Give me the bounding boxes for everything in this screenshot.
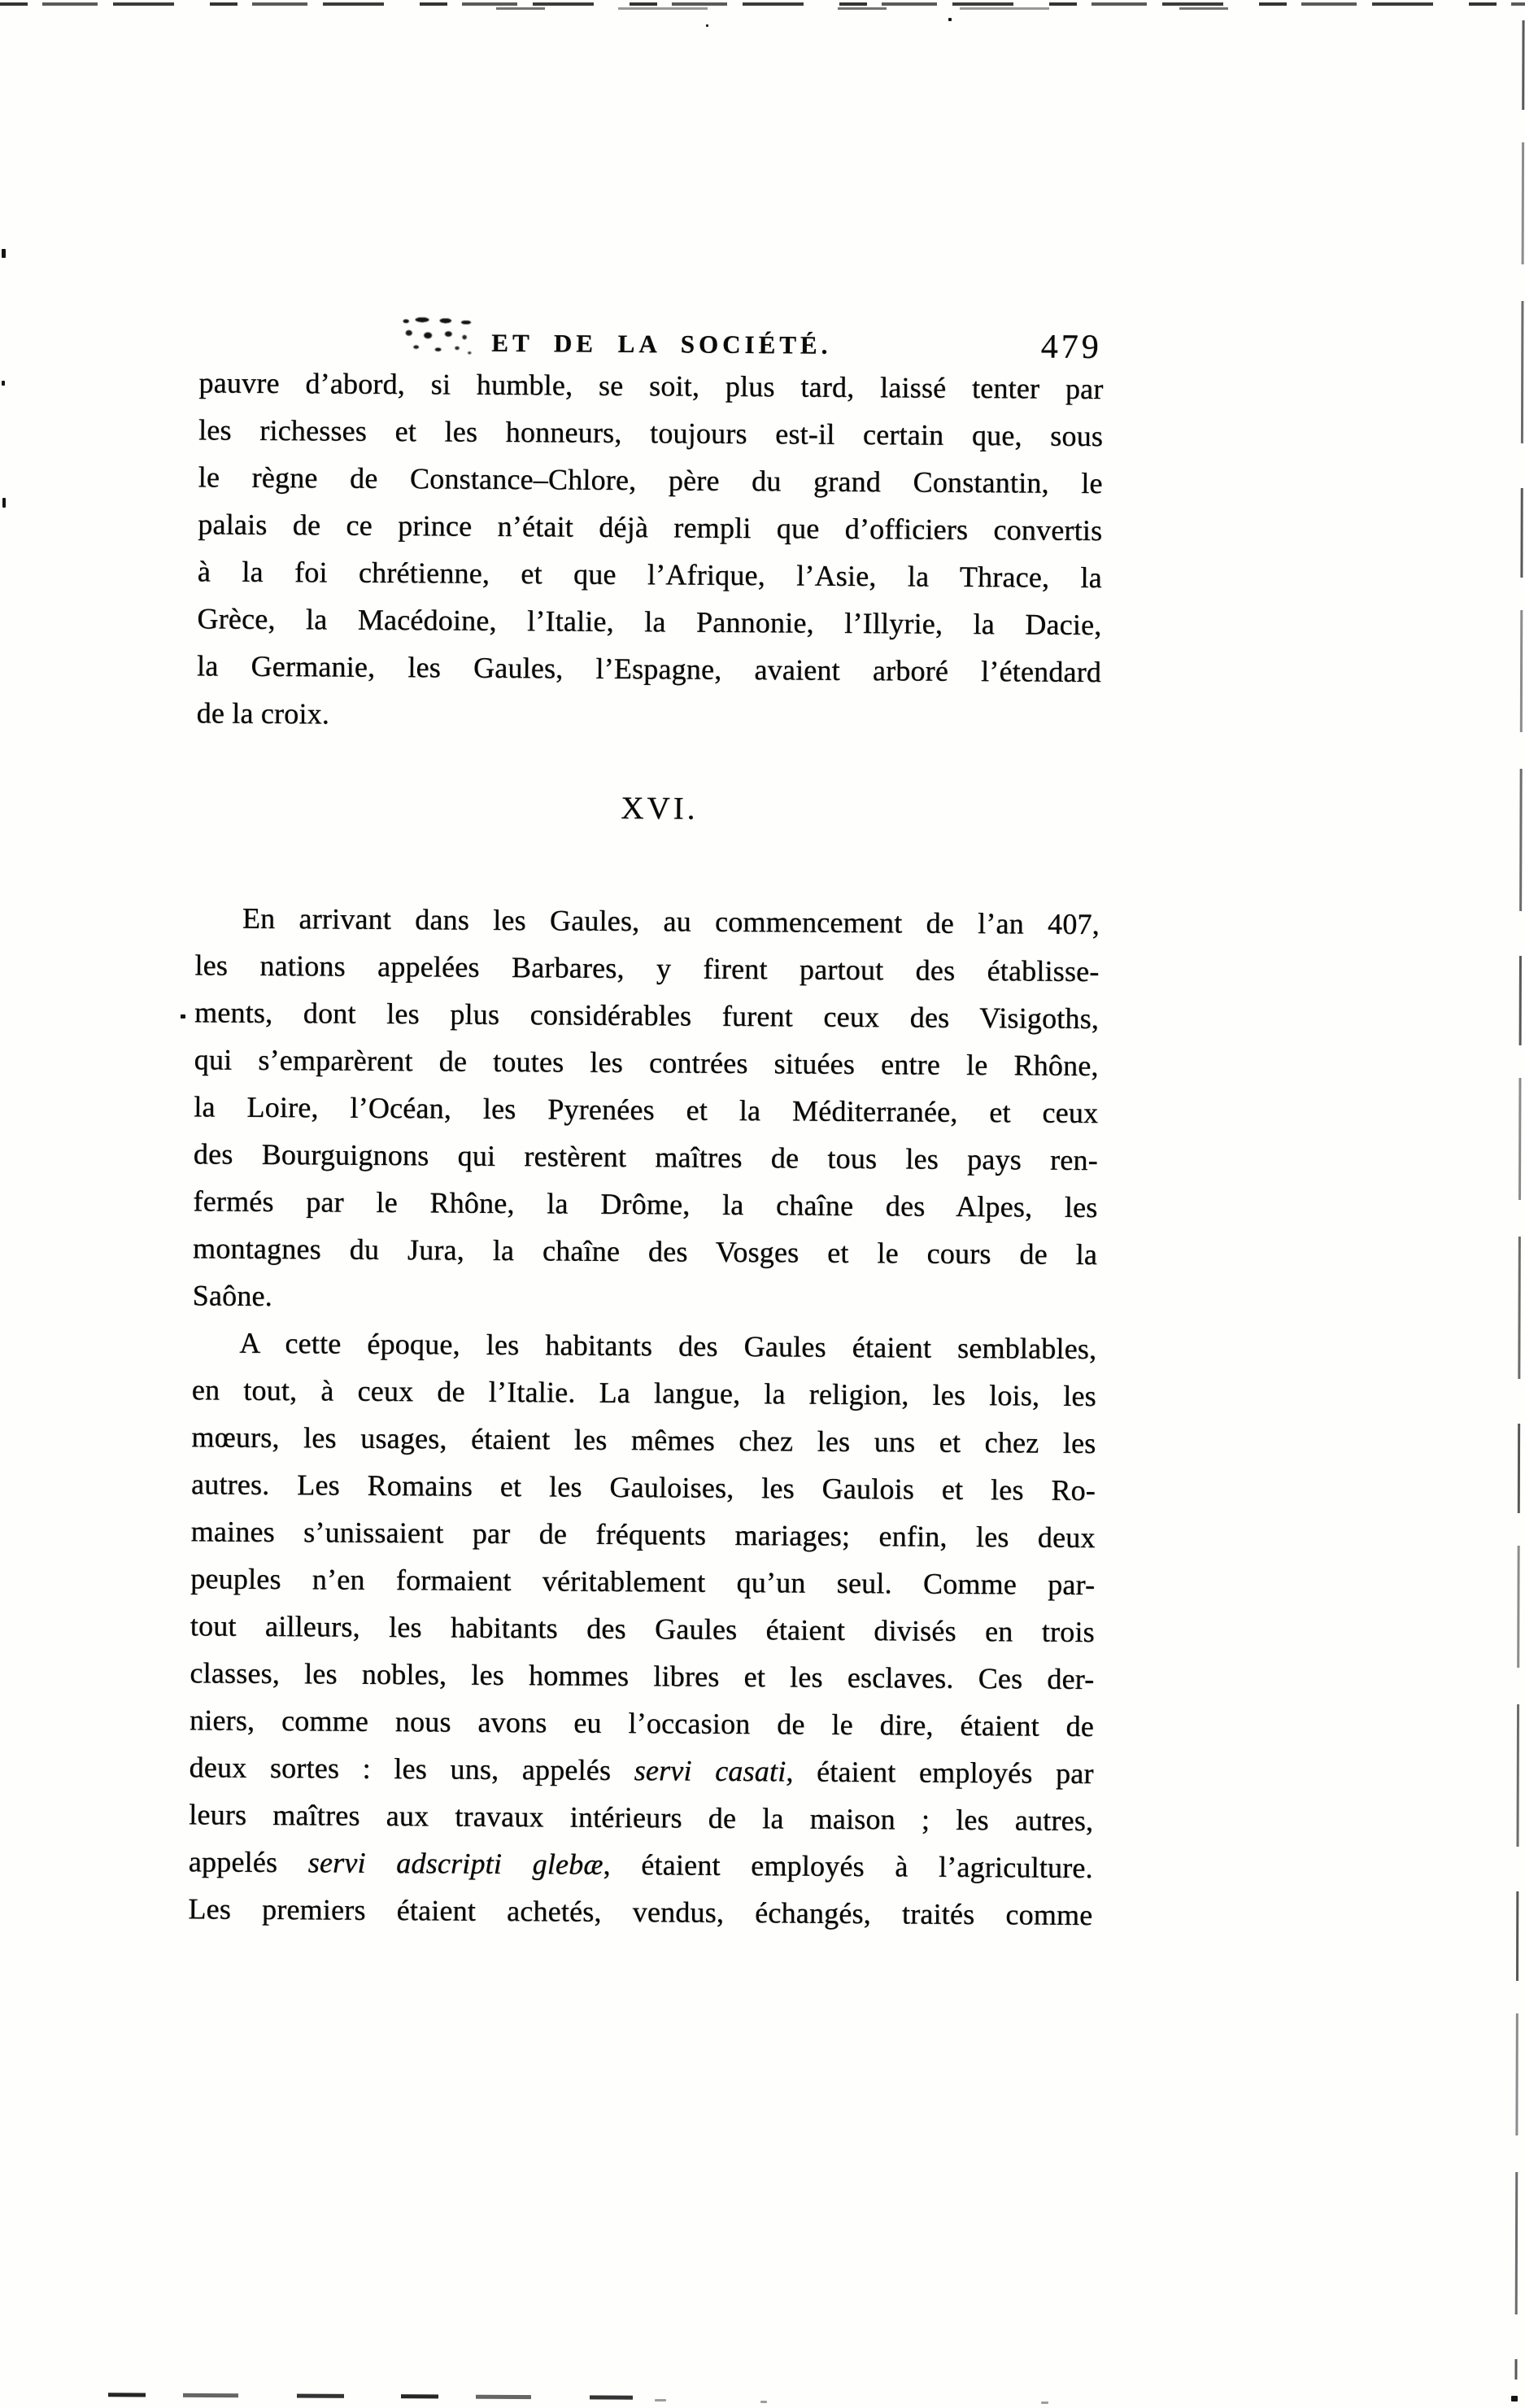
text-line xyxy=(194,941,1099,995)
text-segment: en tout, à ceux de l’Italie. La langue, la religion, les lois, les xyxy=(191,1373,1096,1413)
running-title: ET DE LA SOCIÉTÉ. xyxy=(491,328,832,360)
text-line xyxy=(189,1743,1093,1797)
text-segment: montagnes du Jura, la chaîne des Vosges et le cours de la xyxy=(192,1232,1098,1272)
paragraph xyxy=(192,894,1100,1325)
scan-speck xyxy=(706,24,708,27)
text-segment: la Loire, l’Océan, les Pyrenées et la Méditerranée, et ceux xyxy=(194,1090,1099,1130)
text-line xyxy=(194,988,1099,1042)
text-segment: à la foi chrétienne, et que l’Afrique, l’Asie, la Thrace, la xyxy=(197,555,1103,595)
scan-speck xyxy=(948,18,952,21)
text-line xyxy=(189,1838,1093,1891)
scan-speck xyxy=(1041,2401,1048,2404)
text-line xyxy=(193,1224,1097,1278)
text-line xyxy=(197,642,1101,696)
text-segment: En arrivant dans les Gaules, au commencement de l’an 407, xyxy=(242,901,1100,941)
text-segment: les richesses et les honneurs, toujours est-il certain que, sous xyxy=(198,413,1104,453)
text-segment: Les premiers étaient achetés, vendus, échangés, traités comme xyxy=(188,1892,1093,1932)
text-segment: mœurs, les usages, étaient les mêmes chez les uns et chez les xyxy=(191,1420,1096,1460)
text-segment: de la croix. xyxy=(196,696,330,731)
text-line xyxy=(190,1555,1095,1608)
text-line xyxy=(193,1177,1097,1231)
text-segment: la Germanie, les Gaules, l’Espagne, avaient arboré l’étendard xyxy=(196,649,1102,689)
text-line xyxy=(190,1507,1095,1561)
text-segment: Saône. xyxy=(192,1279,273,1312)
text-line xyxy=(190,1649,1094,1703)
text-line xyxy=(198,406,1103,460)
text-segment: étaient employés par xyxy=(793,1755,1094,1791)
text-line xyxy=(198,453,1103,507)
text-segment: , étaient employés à l’agriculture. xyxy=(603,1847,1093,1885)
text-line xyxy=(198,500,1102,554)
scan-speck xyxy=(2,249,6,258)
text-segment: ments, dont les plus considérables furent ceux des Visigoths, xyxy=(194,996,1100,1036)
scan-speck xyxy=(1511,2396,1518,2401)
latin-term-italic: servi adscripti glebæ xyxy=(307,1846,603,1881)
text-segment: fermés par le Rhône, la Drôme, la chaîne des Alpes, les xyxy=(193,1184,1098,1224)
text-segment: autres. Les Romains et les Gauloises, les Gaulois et les Ro- xyxy=(190,1468,1096,1507)
text-segment: des Bourguignons qui restèrent maîtres de tous les pays ren- xyxy=(193,1137,1099,1177)
text-line xyxy=(190,1696,1094,1750)
text-segment: le règne de Constance–Chlore, père du grand Constantin, le xyxy=(198,460,1103,500)
text-line xyxy=(197,595,1101,648)
scan-speck xyxy=(655,2399,666,2401)
text-line xyxy=(194,1036,1099,1089)
latin-term-italic: servi casati, xyxy=(634,1754,794,1788)
scan-speck xyxy=(2,381,5,386)
page-number: 479 xyxy=(1040,328,1103,367)
text-segment: pauvre d’abord, si humble, se soit, plus tard, laissé tenter par xyxy=(198,366,1104,406)
text-line xyxy=(189,1791,1093,1844)
text-segment: classes, les nobles, les hommes libres et les esclaves. Ces der- xyxy=(190,1656,1095,1696)
text-segment: niers, comme nous avons eu l’occasion de le dire, étaient de xyxy=(189,1703,1095,1743)
text-segment: tout ailleurs, les habitants des Gaules étaient divisés en trois xyxy=(190,1609,1095,1649)
text-line xyxy=(194,1083,1098,1136)
scan-speck xyxy=(181,1014,185,1019)
section-heading: XVI. xyxy=(621,790,699,827)
text-line xyxy=(198,547,1102,601)
text-segment: les nations appelées Barbares, y firent partout des établisse- xyxy=(194,949,1100,988)
text-line xyxy=(191,1460,1096,1514)
text-body xyxy=(188,359,1103,1939)
ink-smudge-stamp xyxy=(400,316,473,356)
text-segment: leurs maîtres aux travaux intérieurs de la maison ; les autres, xyxy=(189,1798,1094,1838)
scan-speck xyxy=(760,2401,767,2403)
text-line xyxy=(195,894,1100,948)
text-segment: maines s’unissaient par de fréquents mariages; enfin, les deux xyxy=(190,1515,1096,1555)
text-segment: A cette époque, les habitants des Gaules étaient semblables, xyxy=(239,1326,1097,1366)
text-line xyxy=(194,1130,1098,1184)
text-line xyxy=(196,689,1100,743)
text-segment: peuples n’en formaient véritablement qu’un seul. Comme par- xyxy=(190,1562,1096,1602)
text-segment: deux sortes : les uns, appelés xyxy=(189,1751,634,1787)
text-segment: appelés xyxy=(188,1845,308,1879)
text-line xyxy=(192,1272,1096,1325)
text-segment: Grèce, la Macédoine, l’Italie, la Pannonie, l’Illyrie, la Dacie, xyxy=(197,602,1102,642)
text-line xyxy=(191,1413,1096,1467)
text-line xyxy=(190,1602,1095,1656)
scan-speck xyxy=(2,498,6,508)
text-segment: qui s’emparèrent de toutes les contrées situées entre le Rhône, xyxy=(194,1043,1099,1083)
paragraph xyxy=(196,359,1103,743)
paragraph xyxy=(188,1319,1096,1939)
text-line xyxy=(198,359,1103,412)
text-line xyxy=(188,1885,1092,1939)
text-line xyxy=(192,1319,1096,1372)
text-line xyxy=(192,1366,1096,1420)
text-segment: palais de ce prince n’était déjà rempli que d’officiers convertis xyxy=(198,508,1103,547)
